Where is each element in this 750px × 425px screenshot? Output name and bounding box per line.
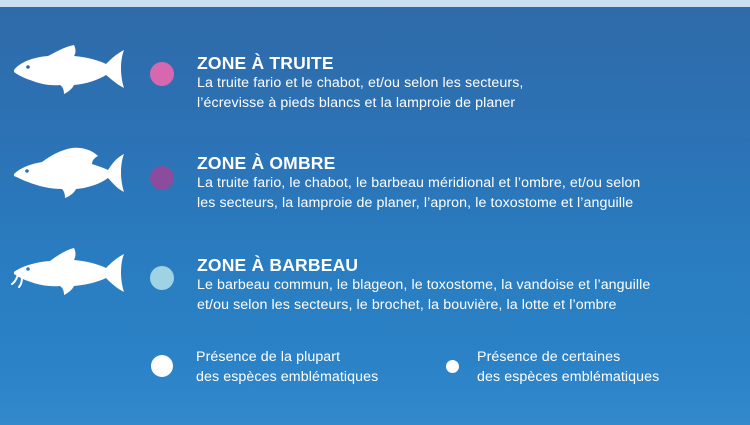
legend-small-dot-icon bbox=[446, 360, 459, 373]
zone-title: ZONE À TRUITE bbox=[197, 53, 334, 73]
zone-desc-line: et/ou selon les secteurs, le brochet, la bouvière, la lotte et l’ombre bbox=[197, 297, 617, 313]
legend-line: des espèces emblématiques bbox=[196, 369, 379, 385]
barbel-fish-icon bbox=[10, 242, 128, 302]
zone-truite-dot bbox=[150, 62, 174, 86]
legend-item-large bbox=[196, 347, 378, 387]
zone-title: ZONE À BARBEAU bbox=[197, 255, 359, 275]
zone-desc-line: La truite fario, le chabot, le barbeau méridional et l’ombre, et/ou selon bbox=[197, 175, 641, 191]
zone-desc-line: Le barbeau commun, le blageon, le toxostome, la vandoise et l’anguille bbox=[197, 277, 651, 293]
top-strip bbox=[0, 0, 750, 7]
grayling-fish-icon bbox=[10, 142, 128, 202]
legend-large-dot-icon bbox=[151, 355, 173, 377]
legend-line: Présence de certaines bbox=[477, 349, 621, 365]
zone-desc-line: l’écrevisse à pieds blancs et la lamproie de planer bbox=[197, 95, 516, 111]
zone-barbeau bbox=[197, 255, 737, 315]
zone-ombre bbox=[197, 153, 737, 213]
zone-desc-line: les secteurs, la lamproie de planer, l’apron, le toxostome et l’anguille bbox=[197, 195, 634, 211]
trout-fish-icon bbox=[10, 40, 128, 100]
zone-title: ZONE À OMBRE bbox=[197, 153, 336, 173]
zone-desc-line: La truite fario et le chabot, et/ou selon les secteurs, bbox=[197, 75, 524, 91]
legend-line: Présence de la plupart bbox=[196, 349, 341, 365]
legend-item-small bbox=[477, 347, 659, 387]
legend-line: des espèces emblématiques bbox=[477, 369, 660, 385]
zone-ombre-dot bbox=[150, 166, 174, 190]
zone-truite bbox=[197, 53, 737, 113]
zone-barbeau-dot bbox=[150, 266, 174, 290]
